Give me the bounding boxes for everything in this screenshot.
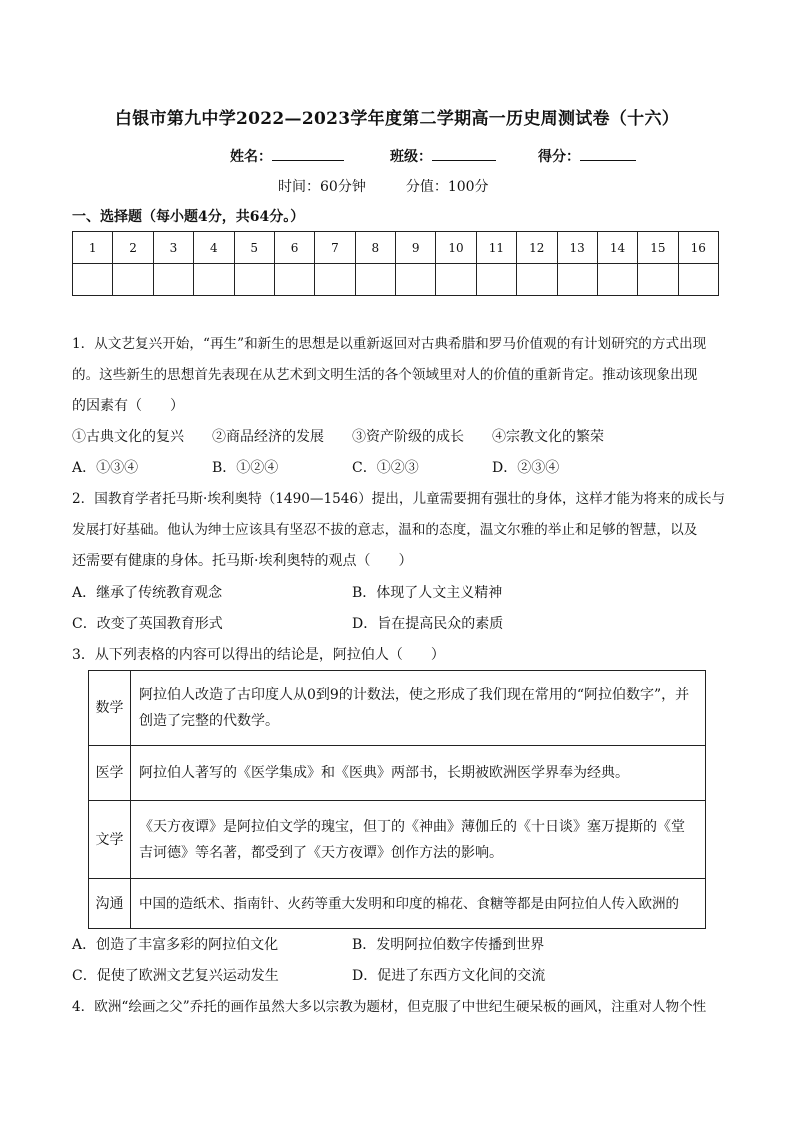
answer-cell[interactable] xyxy=(234,264,274,296)
q1-item: ③资产阶级的成长 xyxy=(352,429,464,445)
q2-stem-line: 发展打好基础。他认为绅士应该具有坚忍不拔的意志，温和的态度，温文尔雅的举止和足够的智慧，以及 xyxy=(72,522,698,538)
q2-option-c[interactable]: C．改变了英国教育形式 xyxy=(72,616,223,632)
answer-cell[interactable] xyxy=(355,264,395,296)
score-label: 得分： xyxy=(538,149,580,165)
answer-cell[interactable] xyxy=(194,264,234,296)
table-row xyxy=(89,879,706,929)
answer-number: 10 xyxy=(436,232,476,264)
answer-number-row xyxy=(73,232,719,264)
answer-number: 14 xyxy=(597,232,637,264)
answer-cell[interactable] xyxy=(517,264,557,296)
row-text: 《天方夜谭》是阿拉伯文学的瑰宝，但丁的《神曲》薄伽丘的《十日谈》塞万提斯的《堂吉诃德》等名著，都受到了《天方夜谭》创作方法的影响。 xyxy=(131,801,706,879)
score-blank[interactable] xyxy=(580,146,636,161)
q1-item: ①古典文化的复兴 xyxy=(72,429,184,445)
answer-cell[interactable] xyxy=(153,264,193,296)
row-text: 中国的造纸术、指南针、火药等重大发明和印度的棉花、食糖等都是由阿拉伯人传入欧洲的 xyxy=(131,879,706,929)
q1-item: ②商品经济的发展 xyxy=(212,429,324,445)
q1-option-c[interactable]: C．①②③ xyxy=(352,460,419,476)
answer-number: 11 xyxy=(476,232,516,264)
q1-stem-line: 1．从文艺复兴开始，“再生”和新生的思想是以重新返回对古典希腊和罗马价值观的有计划研究的方式出现 xyxy=(72,336,707,352)
answer-cell[interactable] xyxy=(315,264,355,296)
answer-number: 3 xyxy=(153,232,193,264)
q3-option-a[interactable]: A．创造了丰富多彩的阿拉伯文化 xyxy=(72,937,279,953)
row-category: 文学 xyxy=(89,801,131,879)
q4-stem-line: 4．欧洲“绘画之父”乔托的画作虽然大多以宗教为题材，但克服了中世纪生硬呆板的画风，注重对人物个性 xyxy=(72,999,707,1015)
row-category: 数学 xyxy=(89,671,131,746)
answer-number: 9 xyxy=(396,232,436,264)
section-heading: 一、选择题（每小题4分，共64分。） xyxy=(72,209,305,225)
answer-cell[interactable] xyxy=(638,264,678,296)
answer-number: 6 xyxy=(274,232,314,264)
answer-number: 1 xyxy=(73,232,113,264)
answer-cell[interactable] xyxy=(73,264,113,296)
answer-number: 15 xyxy=(638,232,678,264)
exam-time: 时间：60分钟 xyxy=(278,179,366,195)
row-text: 阿拉伯人著写的《医学集成》和《医典》两部书，长期被欧洲医学界奉为经典。 xyxy=(131,746,706,801)
q1-item: ④宗教文化的繁荣 xyxy=(492,429,604,445)
answer-cell[interactable] xyxy=(678,264,718,296)
answer-number: 8 xyxy=(355,232,395,264)
answer-grid xyxy=(72,231,719,296)
answer-cell[interactable] xyxy=(113,264,153,296)
row-category: 沟通 xyxy=(89,879,131,929)
answer-number: 13 xyxy=(557,232,597,264)
class-label: 班级： xyxy=(390,149,432,165)
q1-stem-line: 的因素有（ ） xyxy=(72,398,184,414)
row-text: 阿拉伯人改造了古印度人从0到9的计数法，使之形成了我们现在常用的“阿拉伯数字”，并创造了完整的代数学。 xyxy=(131,671,706,746)
table-row xyxy=(89,746,706,801)
q1-option-b[interactable]: B．①②④ xyxy=(212,460,279,476)
q2-stem-line: 2．国教育学者托马斯·埃利奥特（1490—1546）提出，儿童需要拥有强壮的身体，这样才能为将来的成长与 xyxy=(72,491,726,507)
row-category: 医学 xyxy=(89,746,131,801)
answer-blank-row xyxy=(73,264,719,296)
answer-number: 7 xyxy=(315,232,355,264)
answer-number: 12 xyxy=(517,232,557,264)
table-row xyxy=(89,671,706,746)
answer-cell[interactable] xyxy=(597,264,637,296)
answer-number: 2 xyxy=(113,232,153,264)
q2-option-a[interactable]: A．继承了传统教育观念 xyxy=(72,585,223,601)
q3-option-d[interactable]: D．促进了东西方文化间的交流 xyxy=(352,968,546,984)
answer-cell[interactable] xyxy=(396,264,436,296)
q3-info-table xyxy=(88,670,706,929)
answer-number: 16 xyxy=(678,232,718,264)
q1-option-d[interactable]: D．②③④ xyxy=(492,460,560,476)
q3-option-b[interactable]: B．发明阿拉伯数字传播到世界 xyxy=(352,937,545,953)
time-row xyxy=(278,176,489,196)
name-label: 姓名： xyxy=(230,149,272,165)
exam-total: 分值：100分 xyxy=(405,179,489,195)
answer-number: 5 xyxy=(234,232,274,264)
name-blank[interactable] xyxy=(272,146,344,161)
answer-cell[interactable] xyxy=(436,264,476,296)
answer-number: 4 xyxy=(194,232,234,264)
table-row xyxy=(89,801,706,879)
class-blank[interactable] xyxy=(432,146,496,161)
q3-stem: 3．从下列表格的内容可以得出的结论是，阿拉伯人（ ） xyxy=(72,647,445,663)
q3-option-c[interactable]: C．促使了欧洲文艺复兴运动发生 xyxy=(72,968,279,984)
q2-option-d[interactable]: D．旨在提高民众的素质 xyxy=(352,616,504,632)
answer-cell[interactable] xyxy=(557,264,597,296)
q2-stem-line: 还需要有健康的身体。托马斯·埃利奥特的观点（ ） xyxy=(72,553,413,569)
q1-stem-line: 的。这些新生的思想首先表现在从艺术到文明生活的各个领域里对人的价值的重新肯定。推动该现象出现 xyxy=(72,367,698,383)
exam-title: 白银市第九中学2022—2023学年度第二学期高一历史周测试卷（十六） xyxy=(114,109,680,129)
q1-option-a[interactable]: A．①③④ xyxy=(72,460,139,476)
student-info-row xyxy=(230,146,636,166)
answer-cell[interactable] xyxy=(476,264,516,296)
q2-option-b[interactable]: B．体现了人文主义精神 xyxy=(352,585,503,601)
answer-cell[interactable] xyxy=(274,264,314,296)
